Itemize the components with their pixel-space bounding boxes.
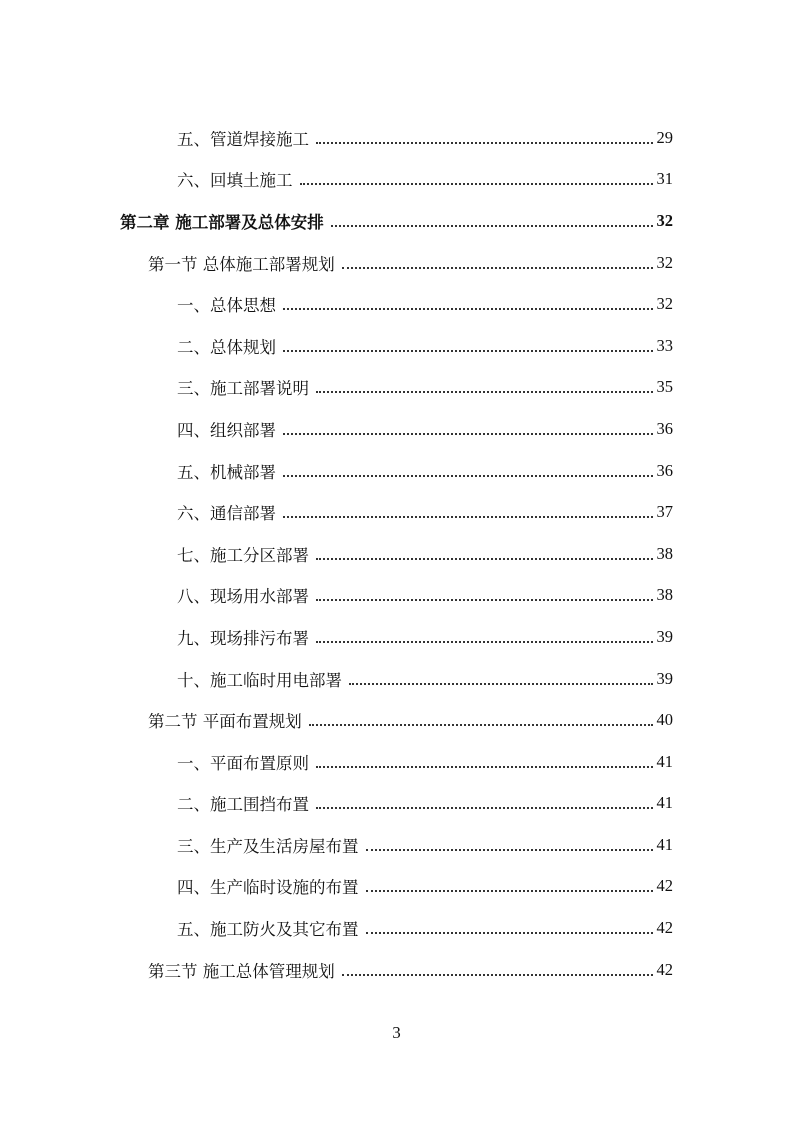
toc-entry[interactable] xyxy=(0,117,793,159)
toc-entry[interactable] xyxy=(0,491,793,533)
toc-entry-page: 37 xyxy=(656,502,673,522)
dot-leader xyxy=(316,599,653,601)
toc-entry-page: 33 xyxy=(656,335,673,355)
toc-entry-label: 二、施工围挡布置 xyxy=(177,795,309,815)
toc-entry-label: 九、现场排污布署 xyxy=(177,628,309,648)
toc-entry-page: 36 xyxy=(656,460,673,480)
toc-entry[interactable] xyxy=(0,741,793,783)
dot-leader xyxy=(283,308,653,310)
toc-entry[interactable] xyxy=(0,408,793,450)
toc-entry-label: 三、生产及生活房屋布置 xyxy=(177,836,359,856)
toc-entry-label: 五、施工防火及其它布置 xyxy=(177,920,359,940)
toc-entry[interactable] xyxy=(0,533,793,575)
toc-entry-label: 一、总体思想 xyxy=(177,296,276,316)
toc-entry-page: 35 xyxy=(656,377,673,397)
dot-leader xyxy=(342,267,653,269)
toc-entry[interactable] xyxy=(0,200,793,242)
dot-leader xyxy=(283,433,653,435)
toc-entry[interactable] xyxy=(0,367,793,409)
toc-entry-label: 五、管道焊接施工 xyxy=(177,129,309,149)
dot-leader xyxy=(300,183,653,185)
toc-entry-page: 41 xyxy=(656,834,673,854)
toc-entry-label: 十、施工临时用电部署 xyxy=(177,670,342,690)
dot-leader xyxy=(331,225,653,227)
toc-entry-page: 38 xyxy=(656,543,673,563)
toc-entry-page: 31 xyxy=(656,169,673,189)
toc-entry-label: 八、现场用水部署 xyxy=(177,587,309,607)
dot-leader xyxy=(309,724,653,726)
dot-leader xyxy=(366,932,653,934)
toc-entry[interactable] xyxy=(0,450,793,492)
dot-leader xyxy=(316,641,653,643)
toc-entry[interactable] xyxy=(0,159,793,201)
toc-entry[interactable] xyxy=(0,866,793,908)
toc-entry[interactable] xyxy=(0,283,793,325)
toc-entry-page: 40 xyxy=(656,710,673,730)
toc-entry-page: 42 xyxy=(656,876,673,896)
toc-entry-page: 41 xyxy=(656,793,673,813)
toc-entry-label: 第二章 施工部署及总体安排 xyxy=(120,212,324,232)
dot-leader xyxy=(316,558,653,560)
toc-entry-page: 38 xyxy=(656,585,673,605)
toc-entry-label: 四、生产临时设施的布置 xyxy=(177,878,359,898)
toc-entry-label: 二、总体规划 xyxy=(177,337,276,357)
toc-entry-label: 三、施工部署说明 xyxy=(177,379,309,399)
dot-leader xyxy=(349,683,653,685)
toc-entry-page: 42 xyxy=(656,959,673,979)
dot-leader xyxy=(366,849,653,851)
toc-entry-label: 第三节 施工总体管理规划 xyxy=(148,961,335,981)
toc-entry[interactable] xyxy=(0,325,793,367)
toc-entry[interactable] xyxy=(0,699,793,741)
dot-leader xyxy=(283,350,653,352)
toc-entry[interactable] xyxy=(0,575,793,617)
toc-entry-label: 六、通信部署 xyxy=(177,504,276,524)
page-number: 3 xyxy=(392,1023,401,1042)
toc-entry[interactable] xyxy=(0,658,793,700)
toc-entry[interactable] xyxy=(0,616,793,658)
toc-entry-page: 41 xyxy=(656,751,673,771)
toc-entry-page: 32 xyxy=(656,252,673,272)
toc-entry-label: 第一节 总体施工部署规划 xyxy=(148,254,335,274)
toc-entry[interactable] xyxy=(0,783,793,825)
dot-leader xyxy=(316,766,653,768)
toc-entry[interactable] xyxy=(0,949,793,991)
toc-entry-page: 36 xyxy=(656,418,673,438)
toc-entry-label: 七、施工分区部署 xyxy=(177,545,309,565)
dot-leader xyxy=(316,391,653,393)
toc-entry-page: 32 xyxy=(656,210,673,230)
toc-entry-label: 一、平面布置原则 xyxy=(177,753,309,773)
toc-entry-label: 四、组织部署 xyxy=(177,420,276,440)
dot-leader xyxy=(366,890,653,892)
toc-entry-page: 29 xyxy=(656,127,673,147)
dot-leader xyxy=(283,516,653,518)
toc-entry[interactable] xyxy=(0,242,793,284)
toc-entry[interactable] xyxy=(0,824,793,866)
toc-entry-label: 第二节 平面布置规划 xyxy=(148,712,302,732)
toc-entry-label: 六、回填土施工 xyxy=(177,171,293,191)
toc-entry-page: 42 xyxy=(656,918,673,938)
toc-entry-label: 五、机械部署 xyxy=(177,462,276,482)
dot-leader xyxy=(316,807,653,809)
toc-entry-page: 39 xyxy=(656,668,673,688)
table-of-contents xyxy=(0,117,793,990)
toc-entry[interactable] xyxy=(0,907,793,949)
toc-entry-page: 39 xyxy=(656,626,673,646)
dot-leader xyxy=(283,475,653,477)
dot-leader xyxy=(342,974,653,976)
dot-leader xyxy=(316,142,653,144)
toc-entry-page: 32 xyxy=(656,294,673,314)
